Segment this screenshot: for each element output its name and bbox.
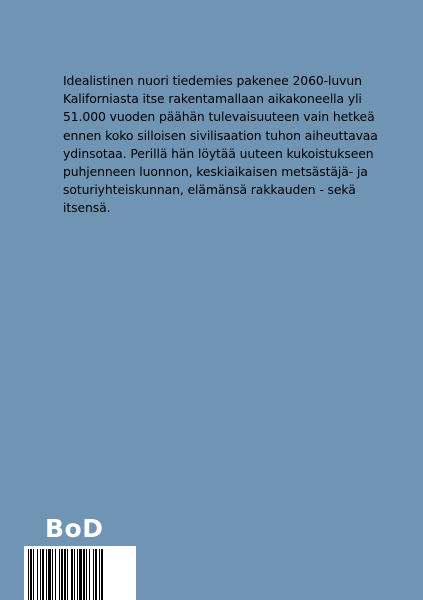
barcode-bar xyxy=(28,549,29,600)
barcode-bar xyxy=(79,549,82,600)
blurb-line: ennen koko silloisen sivilisaation tuhon aiheuttavaa xyxy=(63,127,378,143)
barcode-bar xyxy=(42,549,44,600)
blurb-line: soturiyhteiskunnan, elämänsä rakkauden - sekä xyxy=(63,182,356,198)
barcode-bar xyxy=(77,549,78,600)
barcode-bar xyxy=(46,549,47,600)
barcode-bar xyxy=(83,549,85,600)
blurb-line: puhjenneen luonnon, keskiaikaisen metsästäjä- ja xyxy=(63,164,368,180)
barcode-bar xyxy=(52,549,53,600)
barcode-bar xyxy=(101,549,103,600)
barcode-bar xyxy=(64,549,66,600)
barcode-bar xyxy=(89,549,90,600)
barcode-bar xyxy=(30,549,32,600)
blurb-line: ydinsotaa. Perillä hän löytää uuteen kukoistukseen xyxy=(63,145,374,161)
blurb-text xyxy=(63,72,378,218)
barcode-bar xyxy=(33,549,34,600)
barcode-bar xyxy=(93,549,94,600)
barcode-bars xyxy=(28,549,132,600)
blurb-line: Idealistinen nuori tiedemies pakenee 2060-luvun xyxy=(63,73,362,88)
barcode-bar xyxy=(67,549,68,600)
barcode-bar xyxy=(48,549,51,600)
barcode-icon xyxy=(24,546,136,600)
barcode-bar xyxy=(95,549,97,600)
barcode-bar xyxy=(74,549,75,600)
publisher-logo: BoD xyxy=(45,514,104,543)
barcode-bar xyxy=(61,549,63,600)
barcode-bar xyxy=(99,549,100,600)
barcode-bar xyxy=(86,549,87,600)
blurb-line: 51.000 vuoden päähän tulevaisuuteen vain hetkeä xyxy=(63,109,375,125)
blurb-line: itsensä. xyxy=(63,200,111,216)
barcode-bar xyxy=(55,549,56,600)
barcode-bar xyxy=(37,549,38,600)
barcode-bar xyxy=(40,549,41,600)
barcode-bar xyxy=(71,549,73,600)
barcode-bar xyxy=(59,549,60,600)
blurb-line: Kaliforniasta itse rakentamallaan aikakoneella yli xyxy=(63,91,362,107)
